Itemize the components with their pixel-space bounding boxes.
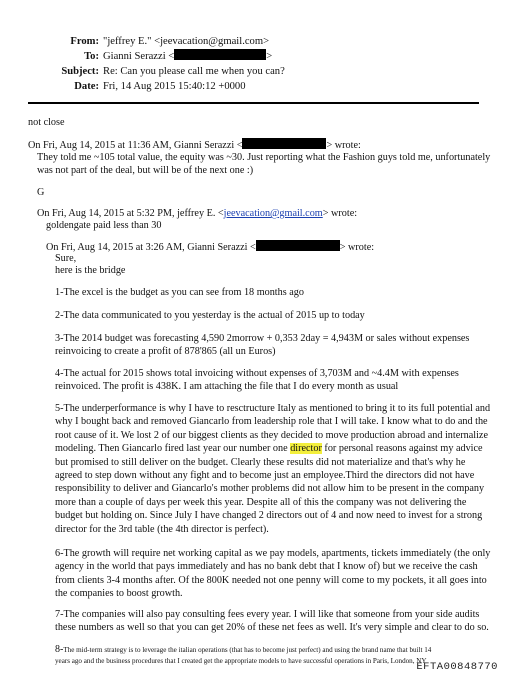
point-7-line: these numbers as well so that you can get 20% of these net fees as well. It's very simple and clear to do so. [55, 622, 489, 634]
date-value: Fri, 14 Aug 2015 15:40:12 +0000 [103, 81, 246, 92]
header-divider [28, 102, 479, 104]
point-5-line: why I bought back and removed Giancarlo from leadership role that I will take. I know what to do and the [55, 416, 488, 428]
point-5-line: root cause of it. We lost 2 of our biggest clients as they decided to move production abroad and internalize [55, 429, 488, 441]
quote-1-header [28, 138, 361, 152]
reply-text: not close [28, 117, 65, 128]
point-3 [55, 332, 469, 359]
point-6-line: agency in the world that pays immediately and has no bank debt that I know of) but we receive the cash [55, 561, 478, 573]
quote-1-line: was not part of the deal, but will be of the next one :) [37, 165, 254, 176]
point-5-line: 5-The underperformance is why I have to resctructure Italy as mentioned to bring it to its full potential and [55, 403, 491, 414]
quote-1-line: They told me ~105 total value, the equity was ~30. Just reporting what the Fashion guys told me, unfortunately [37, 152, 491, 163]
point-7-line: 7-The companies will also pay consulting fees every year. I will like that someone from your side audits [55, 609, 480, 620]
point-8-number: 8- [55, 644, 64, 655]
subject-value: Re: Can you please call me when you can? [103, 66, 285, 77]
point-4-line: reinvoiced. The profit is 438K. I am attaching the file that I do every month as usual [55, 381, 399, 393]
quote-2-line: goldengate paid less than 30 [46, 220, 162, 231]
redaction-box [174, 49, 266, 60]
point-8-line [55, 643, 431, 656]
point-6 [55, 547, 490, 601]
from-row [0, 34, 512, 49]
point-8-text: years ago and the business procedures that I created get the appropriate models to have successful operations in Paris, London, NY [55, 657, 427, 666]
quote-3-header-prefix: On Fri, Aug 14, 2015 at 3:26 AM, Gianni Serazzi < [46, 242, 256, 253]
point-5-line: agreed to step down without any fight and to become just an employee.Third the directors did not have [55, 470, 475, 482]
point-5-line: director for the 3rd table (the 4th director is perfect). [55, 523, 269, 535]
quote-3-header-suffix: > wrote: [339, 242, 375, 253]
redaction-box [256, 240, 340, 251]
quote-1-header-suffix: > wrote: [326, 140, 361, 151]
point-4-line: 4-The actual for 2015 shows total invoicing without expenses of 3,703M and ~4.4M with expenses [55, 368, 459, 379]
greeting-line: Sure, [55, 253, 77, 264]
quote-2-header-suffix: > wrote: [322, 208, 358, 219]
point-5-line: budget but holding on. Since July I have changed 2 directors out of 4 and now need to invest for a strong [55, 510, 483, 522]
point-5 [55, 402, 490, 536]
date-label: Date: [74, 81, 99, 92]
point-3-line: reinvoicing to create a profit of 878'865 (all un Euros) [55, 346, 276, 358]
point-5-line: responsibility to deliver and Giancarlo's mother problems did not allow him to be present in the company [55, 483, 485, 495]
signature-g: G [37, 187, 45, 198]
date-row [0, 79, 512, 94]
point-2: 2-The data communicated to you yesterday is the actual of 2015 up to today [55, 310, 365, 321]
point-5-text: modeling. Then Giancarlo fired last year our number one [55, 443, 291, 455]
from-label: From: [70, 36, 99, 47]
document-id: EFTA00848770 [416, 661, 498, 673]
email-link[interactable]: jeevacation@gmail.com [223, 208, 323, 219]
point-1: 1-The excel is the budget as you can see from 18 months ago [55, 287, 304, 298]
point-4 [55, 367, 459, 394]
to-value-prefix: Gianni Serazzi < [103, 51, 175, 62]
greeting-line: here is the bridge [55, 265, 126, 276]
from-value: "jeffrey E." <jeevacation@gmail.com> [103, 36, 270, 47]
subject-label: Subject: [61, 66, 99, 77]
point-6-line: 6-The growth will require net working capital as we pay models, apartments, tickets immediately (the only [55, 548, 491, 559]
subject-row [0, 64, 512, 79]
point-6-line: from clients 3-4 months after. Of the 800K needed not one penny will come to my pockets, it all goes into [55, 574, 487, 586]
point-5-line: but promised to still deliver on the budget. Clearly these results did not materialize and that's why he [55, 456, 466, 468]
point-7 [55, 608, 489, 635]
to-label: To: [84, 51, 99, 62]
point-8 [55, 643, 431, 667]
to-row [0, 49, 512, 64]
point-8-text: The mid-term strategy is to leverage the italian operations (that has to become just perfect) and using the brand name that built 14 [63, 646, 432, 654]
point-3-line: 3-The 2014 budget was forecasting 4,590 2morrow + 0,353 2day = 4,943M or sales without expenses [55, 333, 470, 344]
point-5-line: more than a couple of days per week this year. Despite all of this the company was not delivering the [55, 496, 467, 508]
quote-3-header [46, 240, 374, 254]
email-header [0, 34, 512, 94]
to-value-suffix: > [266, 51, 273, 62]
point-6-line: the companies to boost growth. [55, 588, 183, 600]
quote-2-header-prefix: On Fri, Aug 14, 2015 at 5:32 PM, jeffrey E. < [37, 208, 224, 219]
redaction-box [242, 138, 326, 149]
point-5-text: for personal reasons against my advice [321, 443, 483, 455]
highlighted-word: director [290, 443, 322, 455]
point-5-line [55, 442, 490, 455]
quote-1-header-prefix: On Fri, Aug 14, 2015 at 11:36 AM, Gianni Serazzi < [28, 140, 243, 151]
